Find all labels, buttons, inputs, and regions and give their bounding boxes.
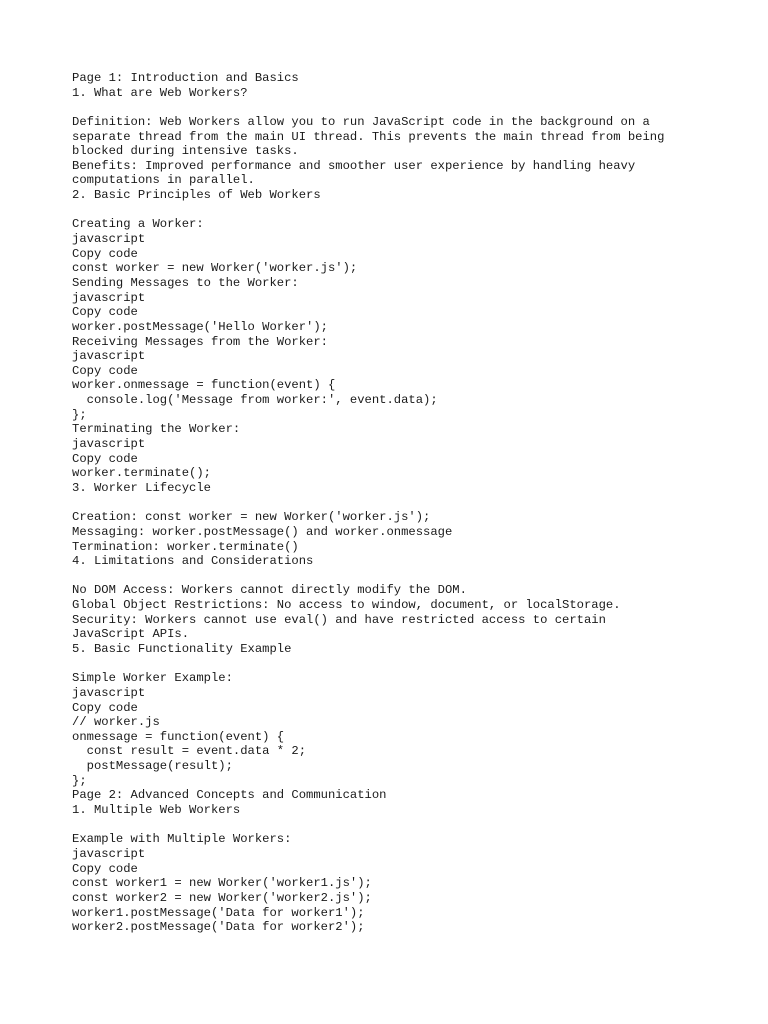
text-line: No DOM Access: Workers cannot directly modify the DOM.	[72, 583, 467, 598]
code-line: worker.terminate();	[72, 466, 211, 481]
section-heading: 4. Limitations and Considerations	[72, 554, 314, 569]
section-heading: 5. Basic Functionality Example	[72, 641, 292, 656]
code-line: postMessage(result);	[72, 759, 233, 774]
section-heading: 3. Worker Lifecycle	[72, 480, 211, 495]
text-line: Security: Workers cannot use eval() and have restricted access to certain	[72, 612, 606, 627]
code-language-label: javascript	[72, 685, 146, 700]
section-heading: 2. Basic Principles of Web Workers	[72, 188, 321, 203]
code-line: worker2.postMessage('Data for worker2');	[72, 920, 365, 935]
text-line: JavaScript APIs.	[72, 627, 190, 642]
copy-code-label: Copy code	[72, 451, 138, 466]
copy-code-label: Copy code	[72, 861, 138, 876]
text-line: separate thread from the main UI thread. This prevents the main thread from being	[72, 129, 665, 144]
text-line: Sending Messages to the Worker:	[72, 275, 299, 290]
text-line: Definition: Web Workers allow you to run JavaScript code in the background on a	[72, 114, 650, 129]
text-line: Creation: const worker = new Worker('worker.js');	[72, 510, 431, 525]
blank-line	[72, 569, 752, 584]
copy-code-label: Copy code	[72, 305, 138, 320]
code-language-label: javascript	[72, 232, 146, 247]
document-body	[72, 71, 752, 935]
text-line: Termination: worker.terminate()	[72, 539, 299, 554]
section-heading: 1. What are Web Workers?	[72, 85, 248, 100]
section-heading: 1. Multiple Web Workers	[72, 803, 241, 818]
text-line: blocked during intensive tasks.	[72, 144, 299, 159]
text-line: Example with Multiple Workers:	[72, 832, 292, 847]
text-line: Receiving Messages from the Worker:	[72, 334, 328, 349]
blank-line	[72, 818, 752, 833]
text-line: Creating a Worker:	[72, 217, 204, 232]
text-line: Global Object Restrictions: No access to window, document, or localStorage.	[72, 598, 621, 613]
copy-code-label: Copy code	[72, 363, 138, 378]
copy-code-label: Copy code	[72, 246, 138, 261]
code-line: };	[72, 773, 87, 788]
code-line: const worker = new Worker('worker.js');	[72, 261, 358, 276]
code-line: worker.postMessage('Hello Worker');	[72, 319, 328, 334]
code-language-label: javascript	[72, 290, 146, 305]
code-line: };	[72, 407, 87, 422]
text-line: Terminating the Worker:	[72, 422, 241, 437]
text-line: computations in parallel.	[72, 173, 255, 188]
blank-line	[72, 203, 752, 218]
text-line: Messaging: worker.postMessage() and worker.onmessage	[72, 524, 453, 539]
blank-line	[72, 100, 752, 115]
code-language-label: javascript	[72, 846, 146, 861]
code-line: const worker1 = new Worker('worker1.js');	[72, 876, 372, 891]
page-heading: Page 1: Introduction and Basics	[72, 71, 299, 85]
blank-line	[72, 496, 752, 511]
code-line: const result = event.data * 2;	[72, 744, 307, 759]
text-line: Benefits: Improved performance and smoother user experience by handling heavy	[72, 158, 636, 173]
text-line: Simple Worker Example:	[72, 671, 233, 686]
copy-code-label: Copy code	[72, 700, 138, 715]
page-heading: Page 2: Advanced Concepts and Communication	[72, 788, 387, 803]
code-line: worker1.postMessage('Data for worker1');	[72, 905, 365, 920]
code-language-label: javascript	[72, 349, 146, 364]
code-language-label: javascript	[72, 437, 146, 452]
code-line: const worker2 = new Worker('worker2.js');	[72, 890, 372, 905]
blank-line	[72, 657, 752, 672]
code-line: onmessage = function(event) {	[72, 729, 285, 744]
code-line: // worker.js	[72, 715, 160, 730]
code-line: worker.onmessage = function(event) {	[72, 378, 336, 393]
code-line: console.log('Message from worker:', event.data);	[72, 393, 438, 408]
